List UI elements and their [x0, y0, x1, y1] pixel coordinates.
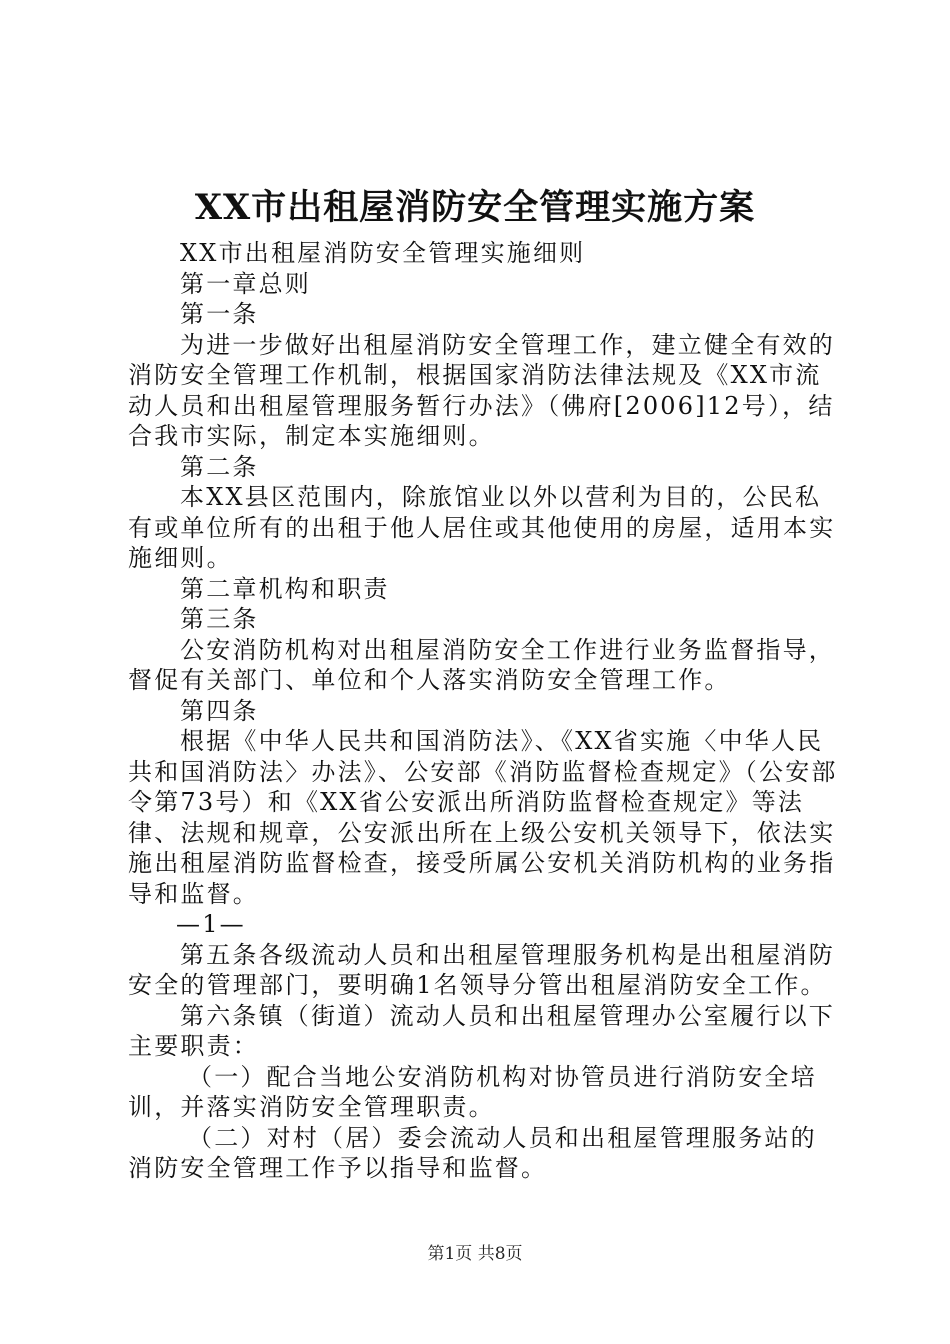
document-body — [128, 238, 838, 1184]
paragraph: 公安消防机构对出租屋消防安全工作进行业务监督指导，督促有关部门、单位和个人落实消防安全管理工作。 — [128, 635, 835, 694]
chapter-heading: 第二章机构和职责 — [180, 574, 390, 603]
article-heading: 第四条 — [180, 696, 259, 725]
article-heading: 第三条 — [180, 605, 259, 633]
page-footer: 第1页 共8页 — [427, 1244, 523, 1264]
document-title: XX市出租屋消防安全管理实施方案 — [194, 187, 756, 228]
inline-page-number: —1— — [176, 910, 246, 938]
article-heading: 第一条 — [180, 300, 259, 328]
paragraph: 为进一步做好出租屋消防安全管理工作，建立健全有效的消防安全管理工作机制，根据国家消防法律法规及《XX市流动人员和出租屋管理服务暂行办法》（佛府[2006]12号），结合我市实际，制定本实施细则。 — [128, 330, 835, 450]
paragraph: 第六条镇（街道）流动人员和出租屋管理办公室履行以下主要职责： — [128, 1001, 835, 1060]
subtitle: XX市出租屋消防安全管理实施细则 — [180, 239, 586, 267]
paragraph: 根据《中华人民共和国消防法》、《XX省实施〈中华人民共和国消防法〉办法》、公安部《消防监督检查规定》（公安部令第73号）和《XX省公安派出所消防监督检查规定》等法律、法规和规章，公安派出所在上级公安机关领导下，依法实施出租屋消防监督检查，接受所属公安机关消防机构的业务指导和监督。 — [128, 727, 838, 908]
article-heading: 第二条 — [180, 452, 259, 481]
paragraph: 第五条各级流动人员和出租屋管理服务机构是出租屋消防安全的管理部门，要明确1名领导分管出租屋消防安全工作。 — [128, 940, 835, 999]
list-item: （二）对村（居）委会流动人员和出租屋管理服务站的消防安全管理工作予以指导和监督。 — [128, 1123, 817, 1182]
paragraph: 本XX县区范围内，除旅馆业以外以营利为目的，公民私有或单位所有的出租于他人居住或其他使用的房屋，适用本实施细则。 — [128, 483, 836, 572]
list-item: （一）配合当地公安消防机构对协管员进行消防安全培训，并落实消防安全管理职责。 — [128, 1062, 817, 1121]
chapter-heading: 第一章总则 — [180, 269, 311, 298]
